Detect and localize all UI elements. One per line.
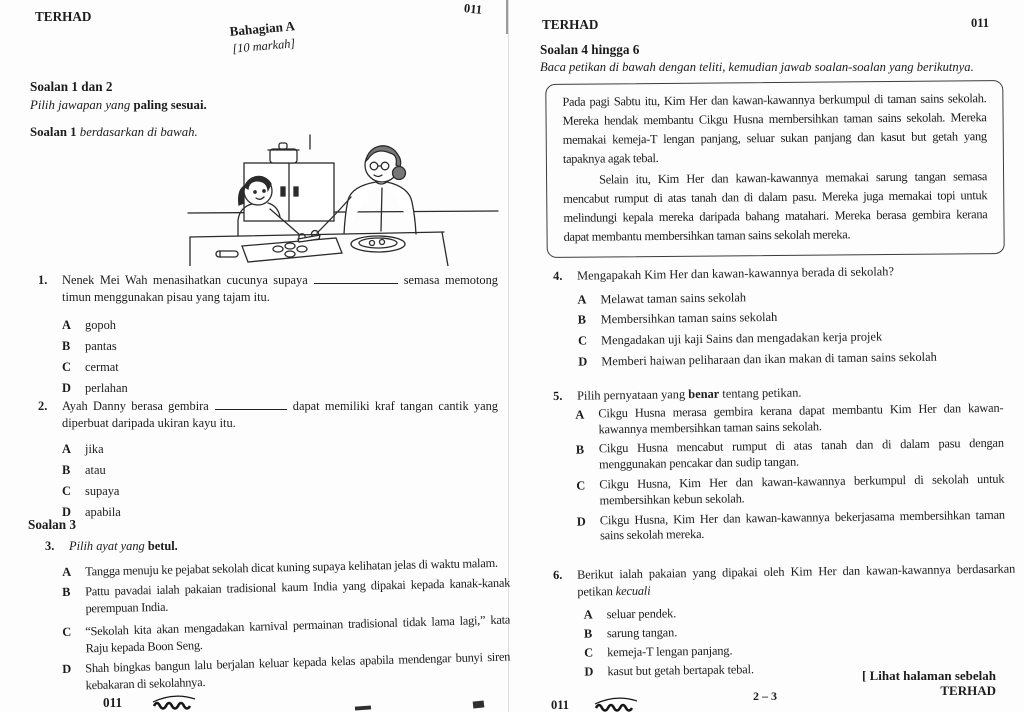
option-letter: C: [584, 645, 594, 660]
question-2-options: [62, 441, 498, 520]
question-stem: [577, 561, 1015, 601]
reference-italic: berdasarkan di bawah.: [79, 125, 198, 139]
option-letter: C: [576, 478, 586, 493]
option-letter: A: [575, 407, 585, 422]
option-letter: C: [577, 333, 588, 348]
option-letter: D: [584, 664, 594, 679]
answer-blank: [314, 272, 398, 284]
soalan-4-6-instruction: Baca petikan di bawah dengan teliti, kemudian jawab soalan-soalan yang berikutnya.: [540, 60, 974, 74]
option-letter: B: [583, 626, 593, 641]
question-stem: [62, 272, 498, 305]
footer-page-code: 011: [551, 698, 570, 712]
section-heading: [197, 14, 330, 60]
option-letter: A: [577, 292, 587, 307]
option-letter: C: [62, 624, 72, 639]
option-text: pantas: [85, 339, 117, 354]
option-b: [62, 338, 498, 355]
option-letter: C: [62, 359, 71, 374]
stem-post: tentang petikan.: [722, 385, 802, 401]
question-1: [38, 272, 498, 400]
option-a: [62, 317, 498, 334]
option-text: “Sekolah kita akan mengadakan karnival permainan tradisional tidak lama lagi,” kata Raju kepada Boon Seng.: [85, 612, 511, 656]
option-text: kasut but getah bertapak tebal.: [607, 661, 754, 678]
instruction-bold: paling sesuai.: [133, 98, 207, 112]
publisher-logo-icon: [592, 697, 640, 712]
question-stem: Mengapakah Kim Her dan kawan-kawannya berada di sekolah?: [577, 264, 895, 283]
option-text: Pattu pavadai ialah pakaian tradisional kaum India yang dipakai kepada kanak-kanak perempuan India.: [85, 576, 511, 616]
option-letter: D: [62, 380, 71, 395]
passage-paragraph-1: Pada pagi Sabtu itu, Kim Her dan kawan-kawannya berkumpul di taman sains sekolah. Mereka hendak membantu Cikgu Husna membersihkan taman sains sekolah. Mereka memakai kemeja-T lengan panjang, seluar sukan panjang dan kasut but getah yang tapaknya agak tebal.: [562, 91, 987, 166]
option-text: cermat: [85, 359, 119, 374]
kitchen-scene-drawing: [186, 133, 510, 266]
option-letter: C: [62, 483, 71, 498]
classification-header: TERHAD: [35, 9, 92, 24]
option-d: [578, 348, 1009, 371]
option-b: [576, 436, 1004, 475]
stem-bold: benar: [688, 386, 720, 402]
section-title: Bahagian A: [228, 18, 296, 39]
option-letter: A: [62, 564, 72, 579]
publisher-logo-icon: [150, 695, 198, 712]
section-marks: [10 markah]: [231, 36, 296, 56]
option-letter: B: [62, 463, 71, 478]
option-text: Memberi haiwan peliharaan dan ikan makan di taman sains sekolah: [601, 349, 937, 369]
reference-bold: Soalan 1: [30, 125, 77, 139]
option-letter: B: [62, 585, 71, 600]
option-text: Melawat taman sains sekolah: [600, 290, 747, 307]
option-text: Cikgu Husna, Kim Her dan kawan-kawannya bekerjasama membersihkan taman sains sekolah mereka.: [599, 507, 1005, 543]
question-stem: [69, 538, 510, 555]
option-letter: B: [62, 339, 71, 354]
option-b: [62, 575, 511, 618]
option-text: kemeja-T lengan panjang.: [607, 643, 733, 660]
question-3: [45, 538, 510, 699]
soalan-1-2-instruction: [30, 97, 207, 114]
question-number: 6.: [553, 567, 563, 582]
option-text: jika: [85, 442, 104, 457]
question-number: 5.: [553, 388, 563, 403]
option-c: [62, 483, 498, 500]
question-2: [38, 398, 498, 524]
page-range: 2 – 3: [753, 689, 777, 703]
option-text: perlahan: [85, 380, 128, 395]
soalan-3-heading: Soalan 3: [28, 517, 77, 532]
question-3-options: [62, 555, 511, 695]
question-4-options: [577, 285, 1009, 370]
option-letter: D: [62, 504, 71, 519]
option-letter: D: [578, 354, 588, 369]
option-d: [62, 504, 498, 521]
stem-pre: Nenek Mei Wah menasihatkan cucunya supaya: [62, 273, 308, 287]
stem-post: semasa memotong timun menggunakan pisau yang tajam itu.: [62, 273, 498, 304]
option-text: atau: [85, 463, 106, 478]
answer-blank: [215, 398, 287, 410]
option-a: [575, 400, 1003, 439]
option-letter: D: [62, 662, 72, 677]
option-b: [62, 462, 498, 479]
question-stem: [62, 398, 498, 431]
option-text: supaya: [85, 483, 120, 498]
cutoff-footer-fragment: [473, 700, 485, 708]
option-text: sarung tangan.: [606, 625, 678, 641]
soalan-1-2-heading: Soalan 1 dan 2: [30, 79, 113, 94]
option-letter: A: [62, 318, 71, 333]
question-1-options: [62, 317, 498, 396]
reading-passage: [545, 80, 1005, 258]
option-text: gopoh: [85, 318, 116, 333]
question-number: 4.: [553, 268, 563, 283]
footer-page-code: 011: [103, 695, 123, 710]
classification-header: TERHAD: [542, 17, 599, 32]
option-text: Shah bingkas bangun lalu berjalan keluar kepada kelas apabila mendengar bunyi siren kebakaran di sekolahnya.: [85, 649, 511, 693]
option-d: [577, 507, 1005, 546]
question-4: [553, 262, 1009, 375]
question-number: 2.: [38, 399, 48, 413]
stem-pre: Berikut ialah pakaian yang dipakai oleh Kim Her dan kawan-kawannya berdasarkan petikan: [577, 561, 1016, 599]
see-next-text: [ Lihat halaman sebelah: [862, 668, 996, 683]
option-text: Tangga menuju ke pejabat sekolah dicat kuning supaya kelihatan jelas di waktu malam.: [85, 555, 498, 579]
option-text: Cikgu Husna mencabut rumput di atas tanah dan di dalam pasu dengan menggunakan pencakar dan sudip tangan.: [598, 436, 1004, 472]
option-text: apabila: [85, 504, 121, 519]
question-number: 1.: [38, 273, 48, 287]
option-letter: B: [575, 442, 585, 458]
see-next-page-note: [818, 668, 996, 698]
option-text: Membersihkan taman sains sekolah: [600, 310, 778, 327]
option-c: [578, 327, 1009, 350]
stem-bold: betul.: [147, 539, 178, 553]
option-a: [577, 285, 1008, 308]
question1-illustration: [186, 133, 510, 266]
cutoff-footer-fragment: [355, 705, 371, 710]
option-letter: A: [62, 442, 71, 457]
soalan-4-6-heading: Soalan 4 hingga 6: [540, 42, 640, 57]
option-c: [576, 472, 1004, 511]
option-a: [62, 441, 498, 458]
paper-code: 011: [463, 1, 483, 17]
question-5: [553, 382, 1013, 549]
option-letter: D: [576, 514, 586, 529]
stem-italic: kecuali: [615, 583, 651, 598]
option-text: Mengadakan uji kaji Sains dan mengadakan kerja projek: [600, 329, 883, 348]
classification-footer: TERHAD: [940, 683, 996, 698]
page-edge-mark: [506, 0, 508, 34]
passage-paragraph-2: Selain itu, Kim Her dan kawan-kawannya memakai sarung tangan semasa mencabut rumput di atas tanah dan di dalam pasu. Mereka juga memakai topi untuk melindungi kepala mereka daripada bahang matahari. Mereka berasa gembira kerana dapat membantu membersihkan taman sains sekolah mereka.: [563, 169, 988, 244]
stem-pre: Pilih pernyataan yang: [577, 387, 686, 403]
paper-code: 011: [971, 16, 990, 30]
stem-post: dapat memiliki kraf tangan cantik yang diperbuat daripada ukiran kayu itu.: [62, 399, 498, 430]
soalan-1-reference: [30, 124, 198, 141]
question-number: 3.: [45, 539, 55, 553]
option-text: Cikgu Husna merasa gembira kerana dapat membantu Kim Her dan kawan-kawannya membersihkan taman sains sekolah.: [598, 400, 1004, 436]
option-b: [578, 306, 1009, 329]
option-c: [62, 359, 498, 376]
option-letter: B: [577, 313, 587, 328]
option-letter: A: [583, 607, 593, 623]
stem-pre: Ayah Danny berasa gembira: [62, 399, 209, 413]
stem-italic: Pilih ayat yang: [69, 539, 145, 553]
question-6: [553, 561, 1017, 685]
option-d: [62, 649, 511, 695]
option-text: seluar pendek.: [606, 606, 677, 622]
option-d: [62, 380, 498, 397]
option-text: Cikgu Husna, Kim Her dan kawan-kawannya berkumpul di sekolah untuk membersihkan kebun sekolah.: [599, 471, 1005, 508]
instruction-italic: Pilih jawapan yang: [30, 98, 131, 112]
question-5-options: [575, 400, 1005, 545]
